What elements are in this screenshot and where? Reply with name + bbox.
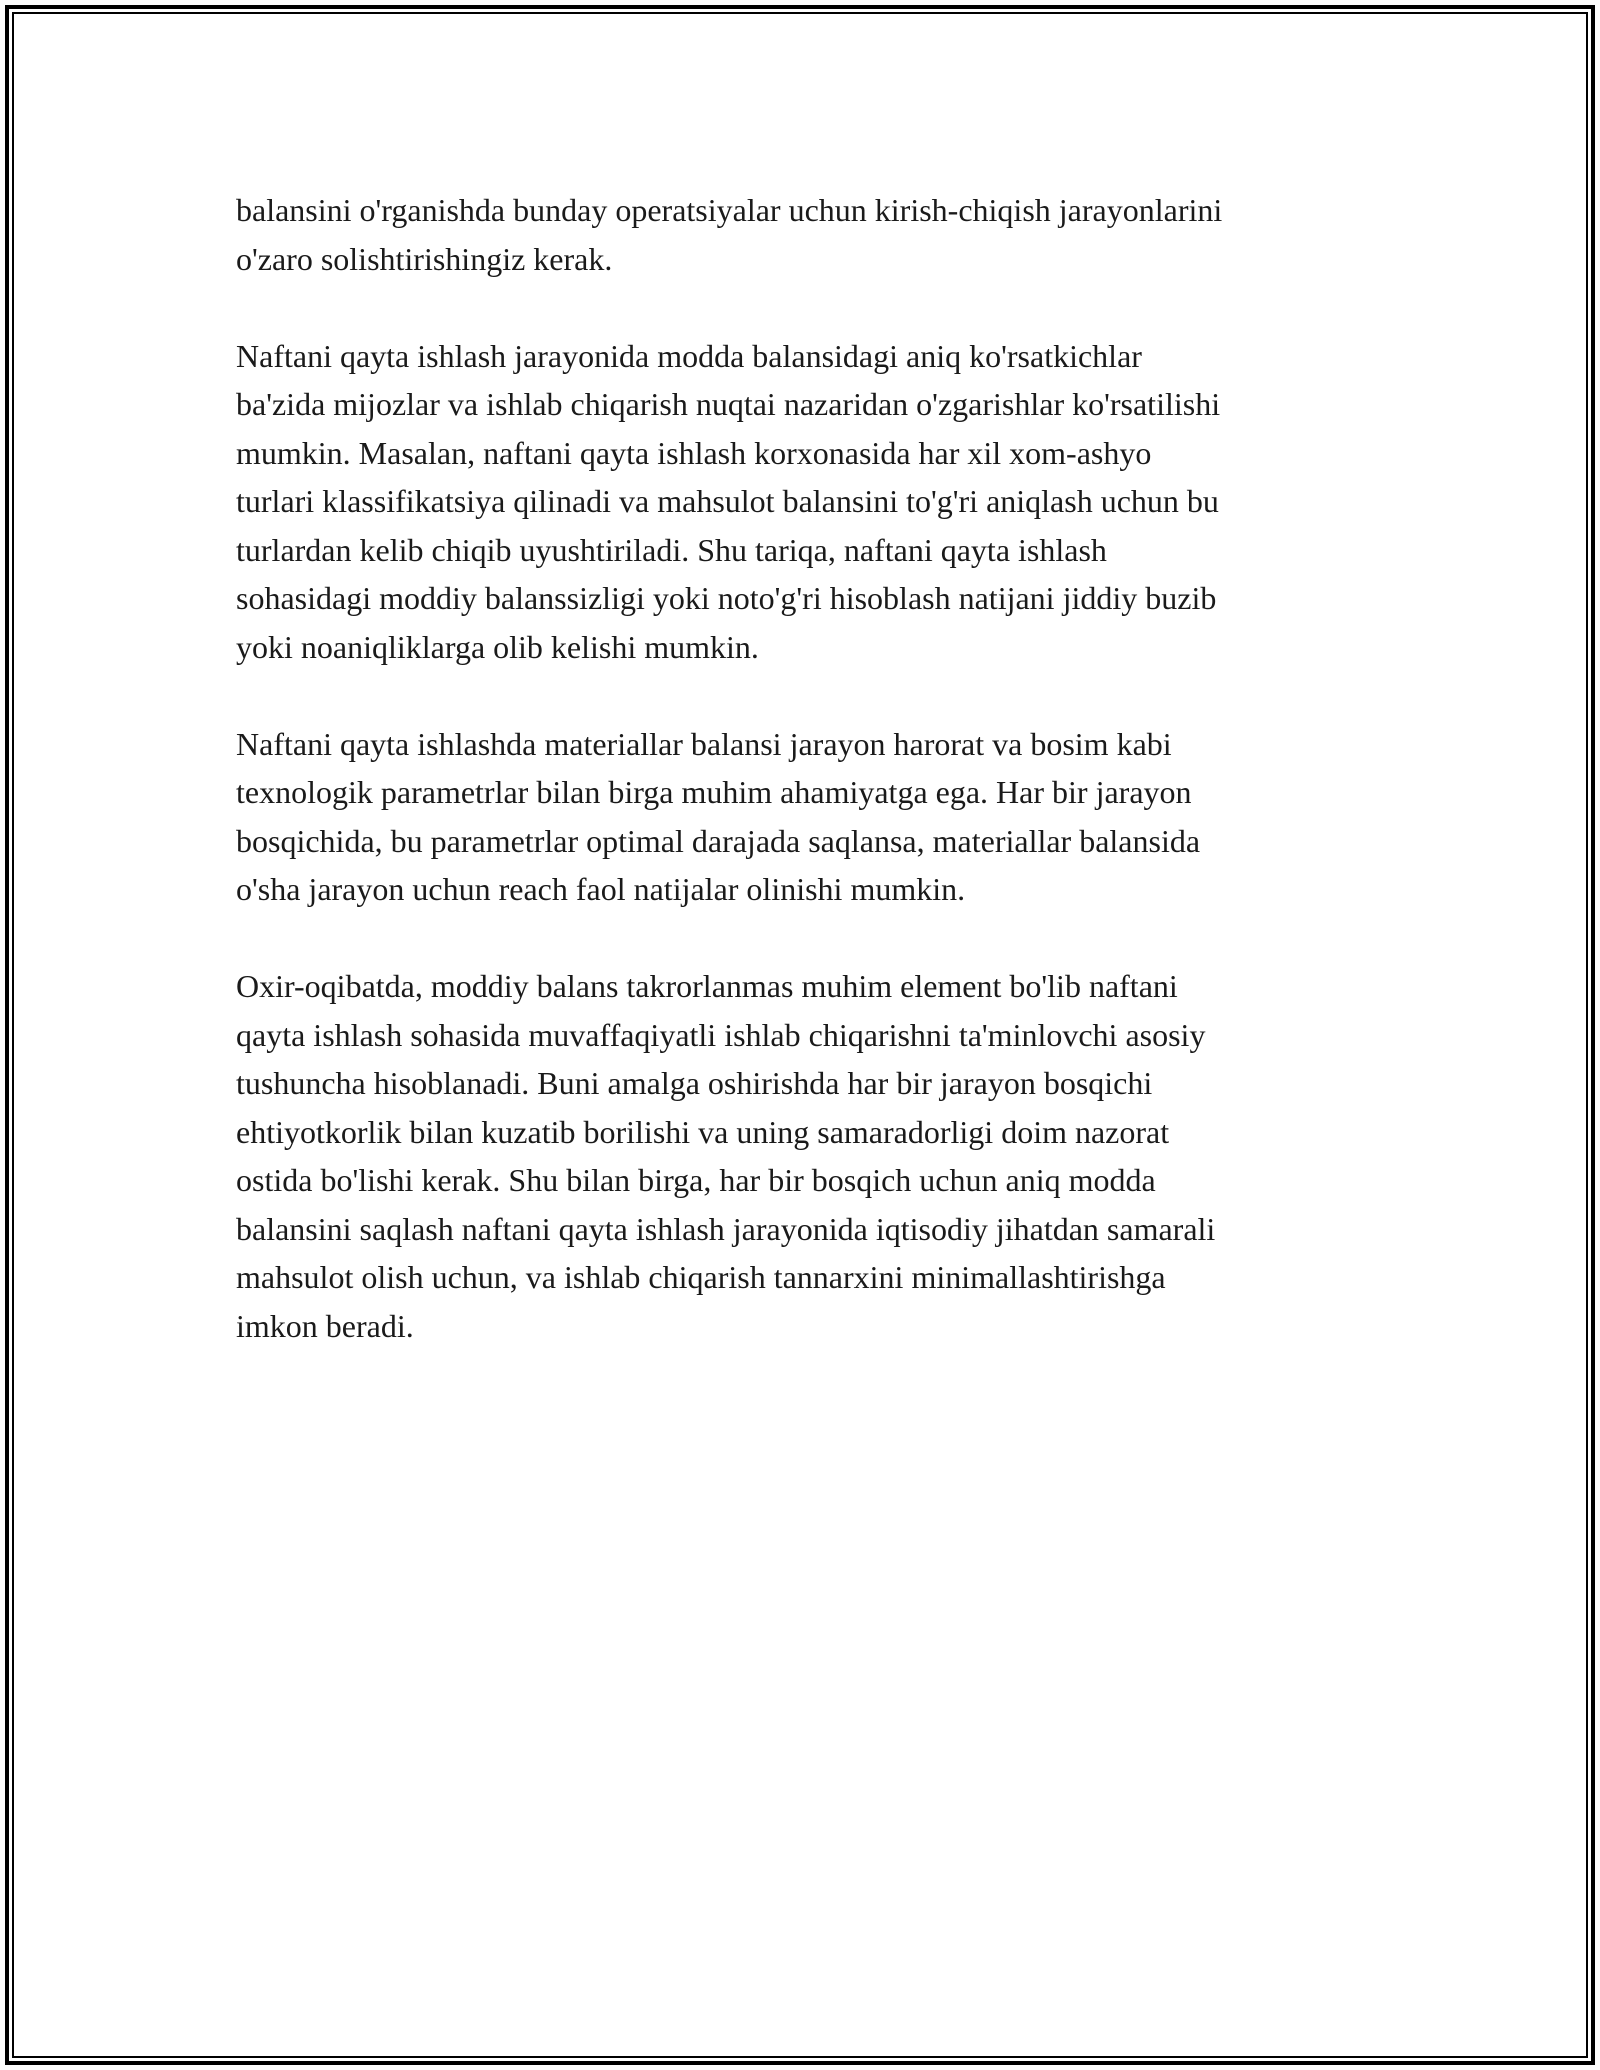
paragraph-2: Naftani qayta ishlash jarayonida modda balansidagi aniq ko'rsatkichlar ba'zida mijozlar va ishlab chiqarish nuqtai nazaridan o'zgarishlar ko'rsatilishi mumkin. Masalan, naftani qayta ishlash korxonasida har xil xom-ashyo turlari klassifikatsiya qilinadi va mahsulot balansini to'g'ri aniqlash uchun bu turlardan kelib chiqib uyushtiriladi. Shu tariqa, naftani qayta ishlash sohasidagi moddiy balanssizligi yoki noto'g'ri hisoblash natijani jiddiy buzib yoki noaniqliklarga olib kelishi mumkin. — [236, 337, 1221, 665]
paragraph-1: balansini o'rganishda bunday operatsiyalar uchun kirish-chiqish jarayonlarini o'zaro solishtirishingiz kerak. — [236, 192, 1223, 277]
paragraph-3: Naftani qayta ishlashda materiallar balansi jarayon harorat va bosim kabi texnologik parametrlar bilan birga muhim ahamiyatga ega. Har bir jarayon bosqichida, bu parametrlar optimal darajada saqlansa, materiallar balansida o'sha jarayon uchun reach faol natijalar olinishi mumkin. — [236, 725, 1201, 907]
paragraph-4: Oxir-oqibatda, moddiy balans takrorlanmas muhim element bo'lib naftani qayta ishlash sohasida muvaffaqiyatli ishlab chiqarishni ta'minlovchi asosiy tushuncha hisoblanadi. Buni amalga oshirishda har bir jarayon bosqichi ehtiyotkorlik bilan kuzatib borilishi va uning samaradorligi doim nazorat ostida bo'lishi kerak. Shu bilan birga, har bir bosqich uchun aniq modda balansini saqlash naftani qayta ishlash jarayonida iqtisodiy jihatdan samarali mahsulot olish uchun, va ishlab chiqarish tannarxini minimallashtirishga imkon beradi. — [236, 968, 1216, 1344]
document-body — [236, 186, 1376, 1399]
